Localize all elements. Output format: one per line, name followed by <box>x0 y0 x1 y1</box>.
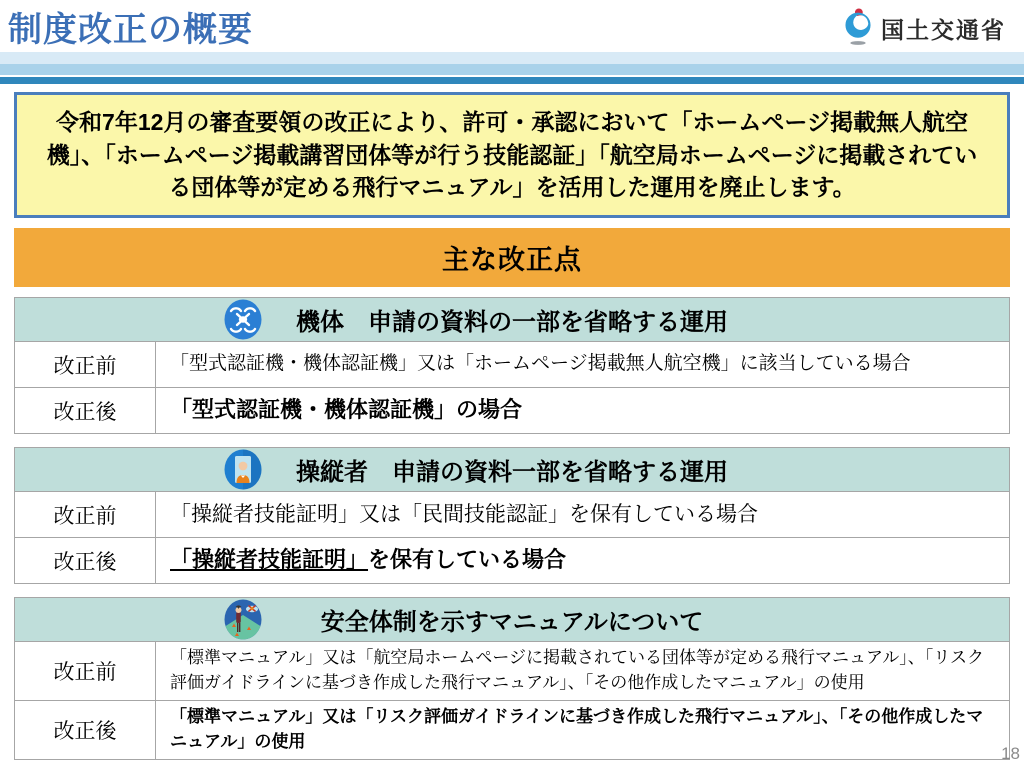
row-content-before: 「標準マニュアル」又は「航空局ホームページに掲載されている団体等が定める飛行マニュアル」、「リスク評価ガイドラインに基づき作成した飛行マニュアル」、「その他作成したマニュアル」の使用 <box>170 648 984 692</box>
table-row <box>15 701 1009 759</box>
row-content-before: 「型式認証機・機体認証機」又は「ホームページ掲載無人航空機」に該当している場合 <box>170 353 911 375</box>
table-aircraft <box>14 297 1010 434</box>
header-divider-bars <box>0 52 1024 84</box>
notice-text: 令和7年12月の審査要領の改正により、許可・承認において「ホームページ掲載無人航空機」、「ホームページ掲載講習団体等が行う技能認証」「航空局ホームページに掲載されている団体等が定める飛行マニュアル」を活用した運用を廃止します。 <box>46 109 978 201</box>
table-row <box>15 538 1009 583</box>
page-number: 18 <box>1001 744 1020 763</box>
row-content-after <box>156 538 1009 583</box>
table-row <box>15 492 1009 538</box>
row-label-before: 改正前 <box>15 492 156 537</box>
table-aircraft-title: 機体 申請の資料の一部を省略する運用 <box>296 309 728 336</box>
mlit-swirl-icon <box>841 6 875 51</box>
table-manual <box>14 597 1010 760</box>
underlined-term: 「操縦者技能証明」 <box>170 547 369 573</box>
rest-of-sentence: を保有している場合 <box>368 547 567 573</box>
row-label-before: 改正前 <box>15 342 156 387</box>
table-pilot <box>14 447 1010 584</box>
divider-bar-light <box>0 52 1024 64</box>
table-row <box>15 642 1009 701</box>
row-content-before: 「操縦者技能証明」又は「民間技能認証」を保有している場合 <box>170 502 758 526</box>
row-label-before: 改正前 <box>15 642 156 700</box>
table-manual-title: 安全体制を示すマニュアルについて <box>320 609 704 636</box>
table-row <box>15 342 1009 388</box>
row-content-after: 「型式認証機・機体認証機」の場合 <box>170 397 523 423</box>
row-label-after: 改正後 <box>15 701 156 759</box>
notice-box <box>14 92 1010 218</box>
divider-bar-dark <box>0 77 1024 84</box>
table-aircraft-header <box>15 298 1009 342</box>
row-label-after: 改正後 <box>15 388 156 433</box>
page-title: 制度改正の概要 <box>8 11 253 49</box>
divider-bar-medium <box>0 64 1024 75</box>
table-pilot-header <box>15 448 1009 492</box>
row-label-after: 改正後 <box>15 538 156 583</box>
slide-header <box>0 0 1024 50</box>
table-pilot-title: 操縦者 申請の資料一部を省略する運用 <box>296 459 728 486</box>
table-manual-header <box>15 598 1009 642</box>
main-points-banner-title: 主な改正点 <box>442 245 582 275</box>
main-points-banner <box>14 228 1010 287</box>
mlit-logo-text: 国土交通省 <box>881 17 1006 43</box>
table-row <box>15 388 1009 433</box>
mlit-logo <box>841 6 1006 51</box>
row-content-after: 「標準マニュアル」又は「リスク評価ガイドラインに基づき作成した飛行マニュアル」、「その他作成したマニュアル」の使用 <box>170 707 984 751</box>
